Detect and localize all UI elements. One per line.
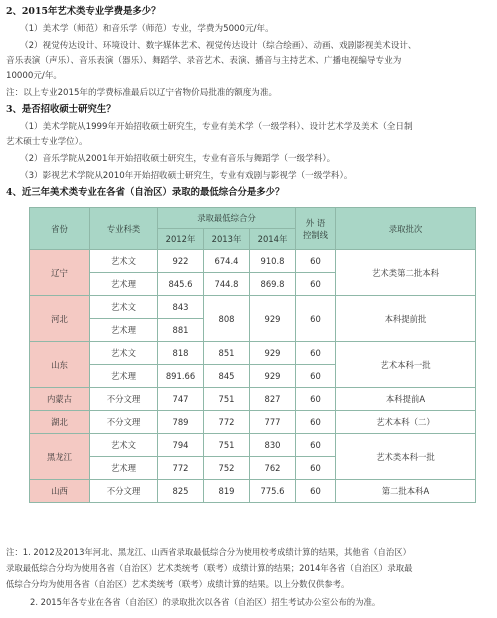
cell-2012: 843: [158, 296, 204, 319]
cell-category: 艺术文: [90, 250, 158, 273]
header-year-2013: 2013年: [204, 229, 250, 250]
table-row: [30, 250, 476, 273]
cell-foreign-language: 60: [296, 434, 336, 457]
cell-foreign-language: 60: [296, 388, 336, 411]
section-3-line-2: 艺术硕士专业学位）。: [6, 137, 88, 147]
table-row: [30, 388, 476, 411]
cell-2014: 762: [250, 457, 296, 480]
note-line-1: 注：1. 2012及2013年河北、黑龙江、山西省录取最低综合分为使用校考成绩计算的结果，其他省（自治区）: [6, 547, 412, 557]
section-4-heading: 4、近三年美术类专业在各省（自治区）录取的最低综合分是多少？: [6, 187, 285, 198]
cell-2013: 819: [204, 480, 250, 503]
cell-province: 河北: [30, 296, 90, 342]
cell-category: 艺术文: [90, 342, 158, 365]
header-min-score: 录取最低综合分: [158, 208, 296, 229]
section-3-line-3: （2）音乐学院从2001年开始招收硕士研究生，专业有音乐与舞蹈学（一级学科）。: [20, 154, 336, 164]
cell-batch: 艺术类第二批本科: [336, 250, 476, 296]
header-category: 专业科类: [90, 208, 158, 250]
cell-2013: 772: [204, 411, 250, 434]
section-2-line-1: （1）美术学（师范）和音乐学（师范）专业，学费为5000元/年。: [20, 24, 274, 34]
header-year-2014: 2014年: [250, 229, 296, 250]
cell-2013: 674.4: [204, 250, 250, 273]
cell-foreign-language: 60: [296, 365, 336, 388]
cell-category: 艺术文: [90, 296, 158, 319]
cell-2014: 830: [250, 434, 296, 457]
cell-province: 山西: [30, 480, 90, 503]
cell-2012: 891.66: [158, 365, 204, 388]
cell-2012: 845.6: [158, 273, 204, 296]
table-row: [30, 480, 476, 503]
note-line-4: 2. 2015年各专业在各省（自治区）的录取批次以各省（自治区）招生考试办公室公布的为准。: [30, 597, 381, 607]
cell-2013: 808: [204, 296, 250, 342]
cell-category: 艺术理: [90, 457, 158, 480]
cell-2014: 775.6: [250, 480, 296, 503]
cell-category: 艺术理: [90, 273, 158, 296]
cell-2012: 789: [158, 411, 204, 434]
section-2-line-3: 音乐表演（声乐）、音乐表演（器乐）、舞蹈学、录音艺术、表演、播音与主持艺术、广播电视编导专业为: [6, 56, 402, 66]
cell-2014: 910.8: [250, 250, 296, 273]
cell-2012: 794: [158, 434, 204, 457]
cell-batch: 本科提前A: [336, 388, 476, 411]
cell-batch: 艺术本科一批: [336, 342, 476, 388]
cell-2014: 929: [250, 296, 296, 342]
cell-2013: 751: [204, 388, 250, 411]
cell-category: 不分文理: [90, 480, 158, 503]
section-2-heading: 2、2015年艺术类专业学费是多少？: [6, 6, 161, 17]
cell-2013: 744.8: [204, 273, 250, 296]
cell-category: 艺术文: [90, 434, 158, 457]
cell-2014: 827: [250, 388, 296, 411]
header-province: 省份: [30, 208, 90, 250]
note-line-2: 录取最低综合分均为使用各省（自治区）艺术类统考（联考）成绩计算的结果；2014年各省（自治区）录取最: [6, 563, 413, 573]
cell-2013: 845: [204, 365, 250, 388]
cell-2013: 851: [204, 342, 250, 365]
section-2-note: 注：以上专业2015年的学费标准最后以辽宁省物价局批准的额度为准。: [6, 88, 278, 98]
cell-2014: 929: [250, 342, 296, 365]
header-year-2012: 2012年: [158, 229, 204, 250]
section-2-line-4: 10000元/年。: [6, 71, 63, 81]
cell-category: 艺术理: [90, 319, 158, 342]
cell-batch: 本科提前批: [336, 296, 476, 342]
header-batch: 录取批次: [336, 208, 476, 250]
note-line-3: 低综合分均为使用各省（自治区）艺术类统考（联考）成绩计算的结果。以上分数仅供参考。: [6, 579, 350, 589]
cell-province: 辽宁: [30, 250, 90, 296]
section-3-line-4: （3）影视艺术学院从2010年开始招收硕士研究生，专业有戏剧与影视学（一级学科）。: [20, 171, 353, 181]
cell-province: 湖北: [30, 411, 90, 434]
table-row: [30, 296, 476, 319]
cell-province: 内蒙古: [30, 388, 90, 411]
cell-2012: 922: [158, 250, 204, 273]
cell-province: 山东: [30, 342, 90, 388]
cell-province: 黑龙江: [30, 434, 90, 480]
cell-2012: 881: [158, 319, 204, 342]
cell-foreign-language: 60: [296, 296, 336, 342]
cell-foreign-language: 60: [296, 342, 336, 365]
table-row: [30, 342, 476, 365]
cell-foreign-language: 60: [296, 457, 336, 480]
cell-category: 不分文理: [90, 388, 158, 411]
section-3-heading: 3、是否招收硕士研究生？: [6, 104, 116, 115]
section-3-line-1: （1）美术学院从1999年开始招收硕士研究生，专业有美术学（一级学科）、设计艺术学及美术（全日制: [20, 122, 413, 132]
cell-foreign-language: 60: [296, 250, 336, 273]
cell-category: 不分文理: [90, 411, 158, 434]
cell-2012: 825: [158, 480, 204, 503]
table-row: [30, 411, 476, 434]
cell-2014: 777: [250, 411, 296, 434]
cell-batch: 第二批本科A: [336, 480, 476, 503]
cell-2012: 772: [158, 457, 204, 480]
cell-2013: 752: [204, 457, 250, 480]
cell-batch: 艺术类本科一批: [336, 434, 476, 480]
cell-foreign-language: 60: [296, 411, 336, 434]
cell-2013: 751: [204, 434, 250, 457]
admission-score-table: [29, 207, 476, 503]
cell-2014: 929: [250, 365, 296, 388]
header-foreign-language: 外 语 控制线: [296, 208, 336, 250]
cell-foreign-language: 60: [296, 273, 336, 296]
cell-2012: 818: [158, 342, 204, 365]
table-row: [30, 434, 476, 457]
table-header-row: [30, 208, 476, 229]
cell-foreign-language: 60: [296, 480, 336, 503]
cell-category: 艺术理: [90, 365, 158, 388]
cell-2012: 747: [158, 388, 204, 411]
cell-batch: 艺术本科（二）: [336, 411, 476, 434]
cell-2014: 869.8: [250, 273, 296, 296]
section-2-line-2: （2）视觉传达设计、环境设计、数字媒体艺术、视觉传达设计（综合绘画）、动画、戏剧影视美术设计、: [20, 41, 417, 51]
